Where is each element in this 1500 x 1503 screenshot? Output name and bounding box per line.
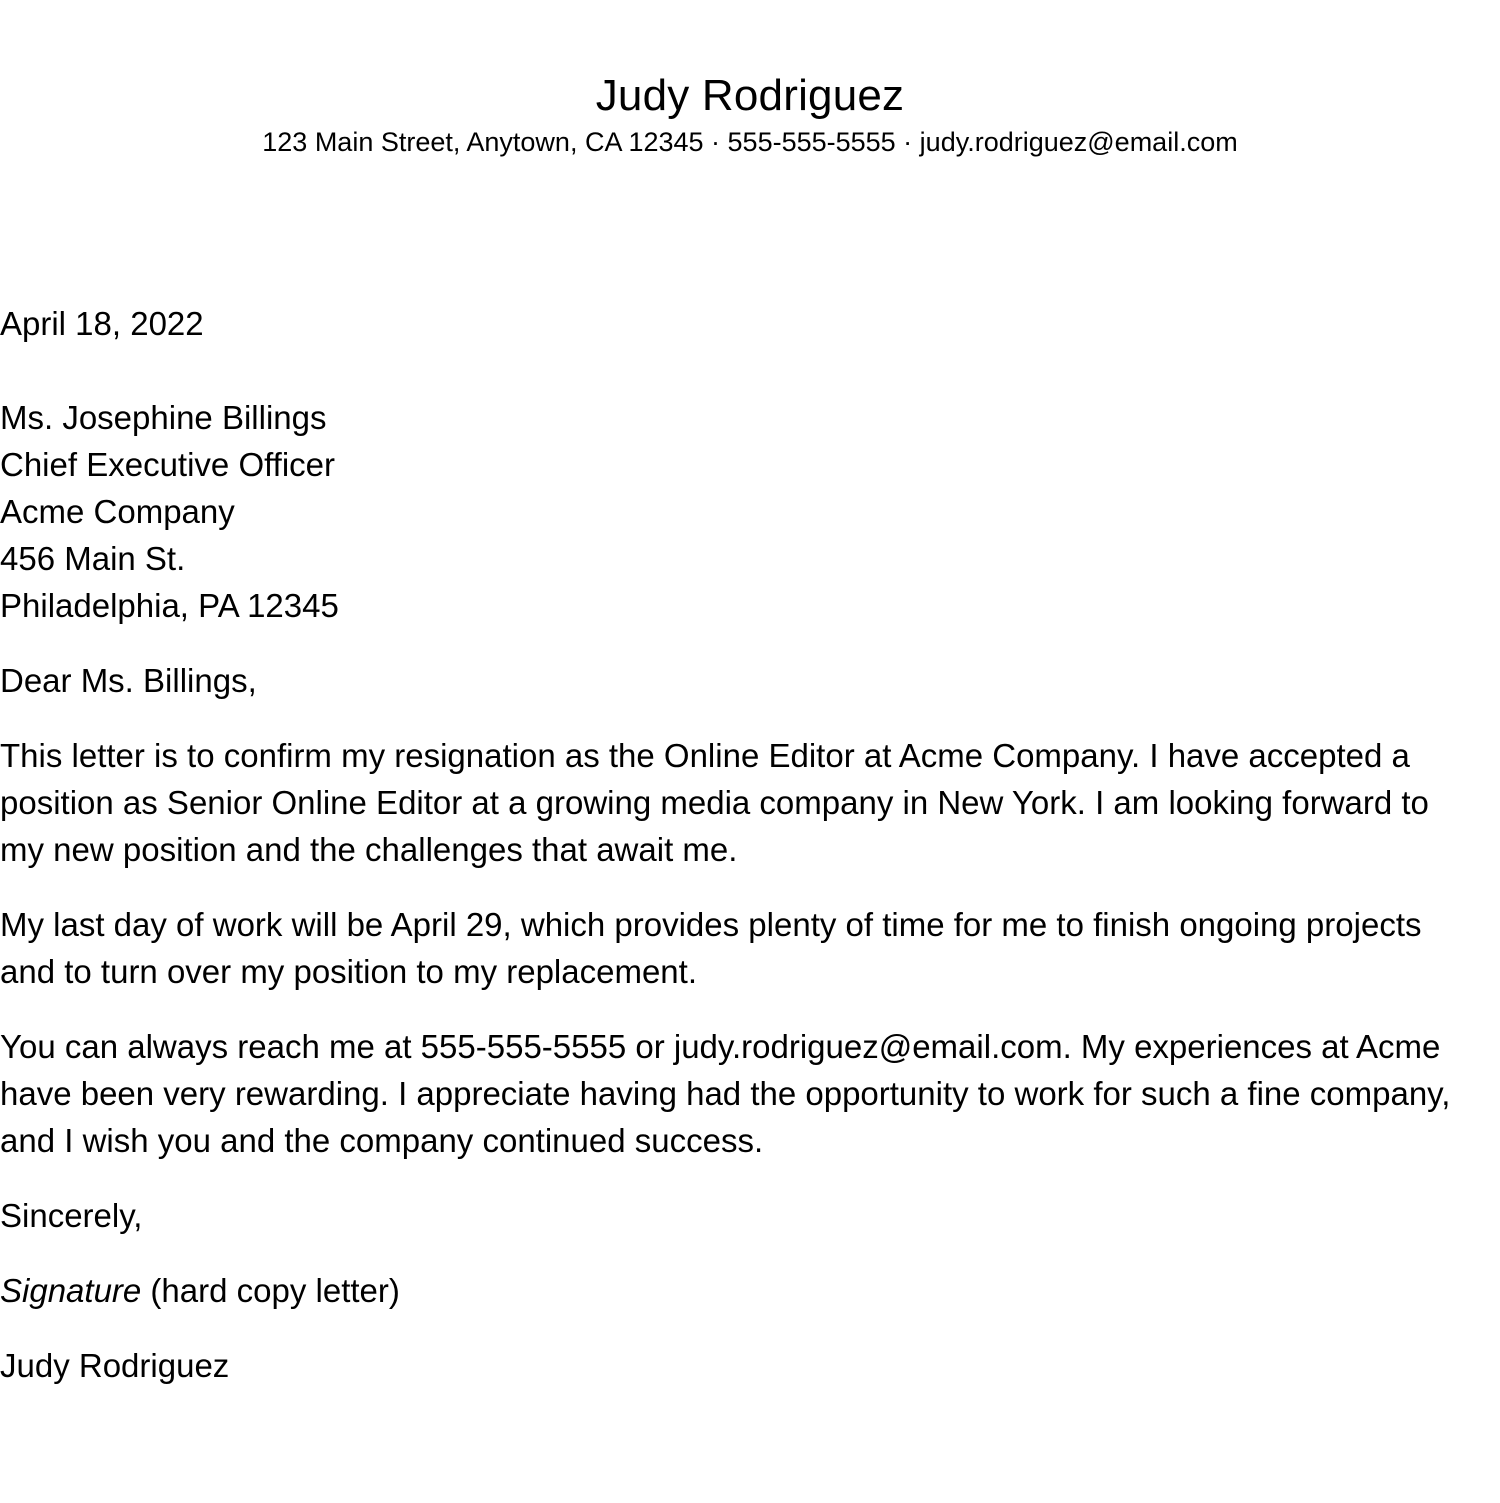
sender-contact-line: 123 Main Street, Anytown, CA 12345 · 555-555-5555 · judy.rodriguez@email.com <box>262 127 1238 157</box>
signature-label: Signature <box>0 1272 142 1309</box>
letterhead <box>0 68 1500 160</box>
closing: Sincerely, <box>0 1197 143 1234</box>
recipient-city-state-zip: Philadelphia, PA 12345 <box>0 587 339 624</box>
body-paragraph-contact: You can always reach me at 555-555-5555 or judy.rodriguez@email.com. My experiences at Acme have been very rewarding. I appreciate having had the opportunity to work for such a fine company, and I wish you and the company continued success. <box>0 1028 1451 1159</box>
letter-date: April 18, 2022 <box>0 305 204 342</box>
signature-note: (hard copy letter) <box>141 1272 400 1309</box>
recipient-title: Chief Executive Officer <box>0 446 336 483</box>
letter-body <box>0 300 1490 1417</box>
body-paragraph-resignation: This letter is to confirm my resignation as the Online Editor at Acme Company. I have accepted a position as Senior Online Editor at a growing media company in New York. I am looking forward to my new position and the challenges that await me. <box>0 737 1429 868</box>
salutation: Dear Ms. Billings, <box>0 662 257 699</box>
signer-name: Judy Rodriguez <box>0 1347 230 1384</box>
sender-name: Judy Rodriguez <box>595 71 905 120</box>
recipient-name: Ms. Josephine Billings <box>0 399 327 436</box>
recipient-street: 456 Main St. <box>0 540 186 577</box>
signature-line <box>0 1267 1490 1314</box>
recipient-address-block <box>0 394 1490 629</box>
body-paragraph-last-day: My last day of work will be April 29, which provides plenty of time for me to finish ongoing projects and to turn over my position to my replacement. <box>0 906 1422 990</box>
recipient-company: Acme Company <box>0 493 235 530</box>
